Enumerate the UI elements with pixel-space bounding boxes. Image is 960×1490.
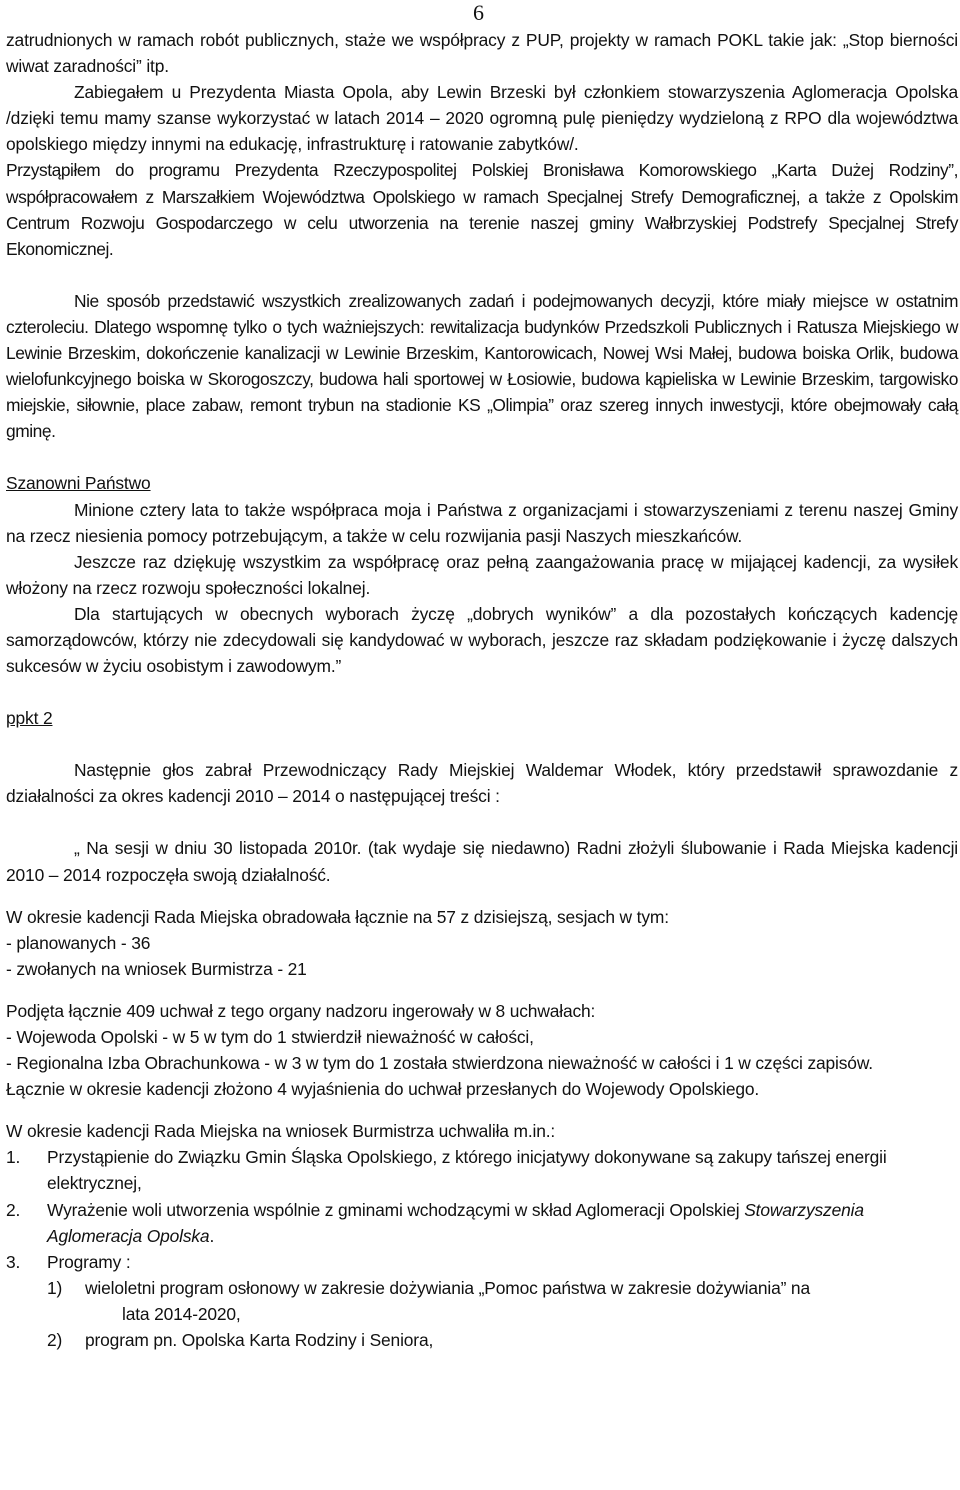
sublist-number: 1) bbox=[47, 1277, 63, 1298]
sublist-item bbox=[6, 1275, 958, 1327]
spacer bbox=[6, 809, 958, 835]
spacer bbox=[6, 444, 958, 470]
adopted-resolutions-list bbox=[6, 1144, 958, 1353]
spacer bbox=[6, 982, 958, 998]
list-item bbox=[6, 1144, 958, 1196]
document-body bbox=[6, 27, 958, 1353]
list-item-text: Wyrażenie woli utworzenia wspólnie z gminami wchodzącymi w skład Aglomeracji Opolskiej bbox=[47, 1199, 745, 1220]
sublist-item bbox=[6, 1327, 958, 1353]
list-number: 2. bbox=[6, 1199, 21, 1220]
spacer bbox=[6, 1102, 958, 1118]
list-number: 1. bbox=[6, 1147, 21, 1168]
paragraph-wishes: Dla startujących w obecnych wyborach życzę „dobrych wyników” a dla pozostałych kończących kadencję samorządowców, którzy nie zdecydowali się kandydować w wyborach, jeszcze raz składam podziękowanie i życzę dalszych sukcesów w życiu osobistym i zawodowym.” bbox=[6, 603, 958, 677]
programs-sublist bbox=[6, 1275, 958, 1353]
list-item-italic-text: Stowarzyszenia Aglomeracja Opolska bbox=[47, 1199, 864, 1246]
list-number: 3. bbox=[6, 1251, 21, 1272]
paragraph-resolutions-count: Podjęta łącznie 409 uchwał z tego organy nadzoru ingerowały w 8 uchwałach: bbox=[6, 1000, 596, 1021]
list-item-text: Programy : bbox=[47, 1251, 131, 1272]
list-item: - zwołanych na wniosek Burmistrza - 21 bbox=[6, 958, 307, 979]
page-number: 6 bbox=[473, 0, 484, 25]
paragraph-karta-duzej-rodziny: Przystąpiłem do programu Prezydenta Rzeczypospolitej Polskiej Bronisława Komorowskiego „Karta Dużej Rodziny”, współpracowałem z Marszałkiem Województwa Opolskiego w ramach Specjalnej Strefy Demograficznej, a także z Opolskim Centrum Rozwoju Gospodarczego w celu utworzenia na terenie naszej gminy Wałbrzyskiej Podstrefy Specjalnej Strefy Ekonomicznej. bbox=[6, 160, 958, 259]
sublist-item-continuation: lata 2014-2020, bbox=[122, 1303, 241, 1324]
paragraph-cooperation: Minione cztery lata to także współpraca moja i Państwa z organizacjami i stowarzyszeniami z terenu naszej Gminy na rzecz niesienia pomocy potrzebującym, a także w celu rozwijania pasji Naszych mieszkańców. bbox=[6, 499, 958, 546]
heading-ppkt-2: ppkt 2 bbox=[6, 708, 53, 729]
list-item: - planowanych - 36 bbox=[6, 932, 151, 953]
spacer bbox=[6, 888, 958, 904]
paragraph-investments: Nie sposób przedstawić wszystkich zrealizowanych zadań i podejmowanych decyzji, które miały miejsce w ostatnim czteroleciu. Dlatego wspomnę tylko o tych ważniejszych: rewitalizacja budynków Przedszkoli Publicznych i Ratusza Miejskiego w Lewinie Brzeskim, dokończenie kanalizacji w Lewinie Brzeskim, Kantorowicach, Nowej Wsi Małej, budowa boiska Orlik, budowa wielofunkcyjnego boiska w Skorogoszczy, budowa hali sportowej w Łosiowie, budowa kąpieliska w Lewinie Brzeskim, targowisko miejskie, siłownie, place zabaw, remont trybun na stadionie KS „Olimpia” oraz szereg innych inwestycji, które obejmowały całą gminę. bbox=[6, 290, 958, 442]
list-item: - Regionalna Izba Obrachunkowa - w 3 w tym do 1 została stwierdzona nieważność w całości i 1 w części zapisów. bbox=[6, 1053, 873, 1074]
list-item bbox=[6, 1249, 958, 1353]
paragraph-first-session: „ Na sesji w dniu 30 listopada 2010r. (tak wydaje się niedawno) Radni złożyli ślubowanie i Rada Miejska kadencji 2010 – 2014 rozpoczęła swoją działalność. bbox=[6, 838, 958, 885]
sublist-item-text: program pn. Opolska Karta Rodziny i Seniora, bbox=[85, 1330, 434, 1351]
heading-szanowni-panstwo: Szanowni Państwo bbox=[6, 473, 151, 494]
list-item: - Wojewoda Opolski - w 5 w tym do 1 stwierdził nieważność w całości, bbox=[6, 1027, 534, 1047]
list-item-tail: . bbox=[209, 1225, 215, 1246]
paragraph-sessions-count: W okresie kadencji Rada Miejska obradowała łącznie na 57 z dzisiejszą, sesjach w tym: bbox=[6, 906, 669, 927]
paragraph-adopted-intro: W okresie kadencji Rada Miejska na wniosek Burmistrza uchwaliła m.in.: bbox=[6, 1121, 556, 1142]
paragraph-employment: zatrudnionych w ramach robót publicznych, staże we współpracy z PUP, projekty w ramach POKL takie jak: „Stop bierności wiwat zaradności” itp. bbox=[6, 30, 958, 77]
spacer bbox=[6, 731, 958, 757]
list-item-text: Przystąpienie do Związku Gmin Śląska Opolskiego, z którego inicjatywy dokonywane są zakupy tańszej energii elektrycznej, bbox=[47, 1147, 887, 1194]
sublist-number: 2) bbox=[47, 1330, 63, 1351]
paragraph-explanations: Łącznie w okresie kadencji złożono 4 wyjaśnienia do uchwał przesłanych do Wojewody Opolskiego. bbox=[6, 1079, 760, 1100]
spacer bbox=[6, 679, 958, 705]
list-item bbox=[6, 1197, 958, 1249]
paragraph-aglomeracja: Zabiegałem u Prezydenta Miasta Opola, aby Lewin Brzeski był członkiem stowarzyszenia Aglomeracja Opolska /dzięki temu mamy szanse wykorzystać w latach 2014 – 2020 ogromną pulę pieniędzy wydzieloną z RPO dla województwa opolskiego między innymi na edukację, infrastrukturę i ratowanie zabytków/. bbox=[6, 82, 958, 155]
spacer bbox=[6, 262, 958, 288]
sublist-item-text: wieloletni program osłonowy w zakresie dożywiania „Pomoc państwa w zakresie dożywiania” na bbox=[85, 1277, 810, 1298]
paragraph-thanks: Jeszcze raz dziękuję wszystkim za współpracę oraz pełną zaangażowania pracę w mijającej kadencji, za wysiłek włożony na rzecz rozwoju społeczności lokalnej. bbox=[6, 551, 958, 598]
paragraph-chairman-speech: Następnie głos zabrał Przewodniczący Rady Miejskiej Waldemar Włodek, który przedstawił sprawozdanie z działalności za okres kadencji 2010 – 2014 o następującej treści : bbox=[6, 760, 958, 807]
